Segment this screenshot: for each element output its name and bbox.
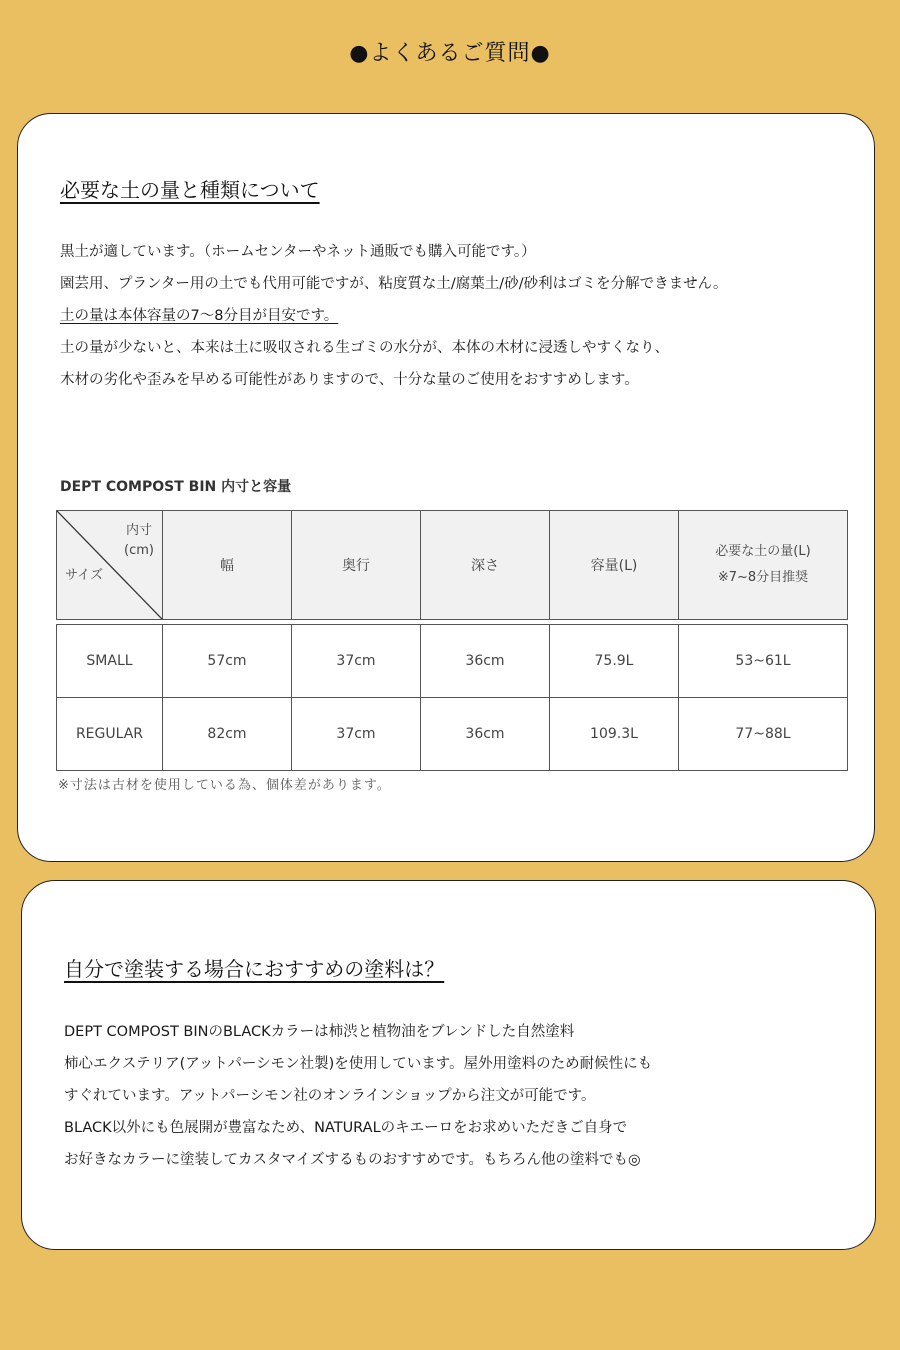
header-cell: 幅: [163, 511, 292, 620]
body-line: BLACK以外にも色展開が豊富なため、NATURALのキエーロをお求めいただきご自身で: [64, 1120, 628, 1136]
table-cell: 109.3L: [550, 698, 679, 771]
body-line: すぐれています。アットパーシモン社のオンラインショップから注文が可能です。: [64, 1088, 596, 1104]
header-cell: 深さ: [421, 511, 550, 620]
soil-section-title: 必要な土の量と種類について: [60, 178, 320, 202]
corner-bottom-label: サイズ: [65, 568, 103, 583]
body-line: 木材の劣化や歪みを早める可能性がありますので、十分な量のご使用をおすすめします。: [60, 372, 639, 388]
table-cell: 37cm: [292, 625, 421, 698]
body-line: お好きなカラーに塗装してカスタマイズするものおすすめです。もちろん他の塗料でも◎: [64, 1152, 641, 1168]
soil-header-label: 必要な土の量(L): [715, 544, 811, 559]
header-cell-soil: [679, 511, 848, 620]
header-cell: 容量(L): [550, 511, 679, 620]
paint-section-title: 自分で塗装する場合におすすめの塗料は？: [64, 957, 445, 981]
body-line: 園芸用、プランター用の土でも代用可能ですが、粘度質な土/腐葉土/砂/砂利はゴミを分解できません。: [60, 276, 728, 292]
table-note: ※寸法は古材を使用している為、個体差があります。: [58, 778, 391, 793]
table-header-row: [57, 511, 848, 620]
table-cell: 57cm: [163, 625, 292, 698]
table-cell: 36cm: [421, 625, 550, 698]
dimensions-table: [56, 510, 848, 771]
soil-header-note: ※7~8分目推奨: [717, 570, 809, 585]
body-line: 土の量が少ないと、本来は土に吸収される生ゴミの水分が、本体の木材に浸透しやすくなり、: [60, 340, 669, 356]
page-heading: ●よくあるご質問●: [349, 41, 551, 66]
body-line: 柿心エクステリア(アットパーシモン社製)を使用しています。屋外用塗料のため耐候性にも: [64, 1056, 653, 1072]
paint-section-body: [64, 1016, 652, 1176]
table-cell: REGULAR: [57, 698, 163, 771]
header-cell: 奥行: [292, 511, 421, 620]
table-cell: 75.9L: [550, 625, 679, 698]
table-cell: 53~61L: [679, 625, 848, 698]
table-cell: 37cm: [292, 698, 421, 771]
body-line: DEPT COMPOST BINのBLACKカラーは柿渋と植物油をブレンドした自然塗料: [64, 1024, 575, 1040]
table-cell: 36cm: [421, 698, 550, 771]
corner-top-label: 内寸: [126, 523, 153, 538]
soil-section-body: [60, 236, 727, 396]
body-line-emphasis: 土の量は本体容量の7～8分目が目安です。: [60, 308, 339, 324]
table-row: [57, 625, 848, 698]
corner-header-cell: [57, 511, 163, 620]
body-line: 黒土が適しています。（ホームセンターやネット通販でも購入可能です。）: [60, 244, 536, 260]
paint-faq-card: [21, 880, 876, 1250]
soil-faq-card: [17, 113, 875, 862]
table-cell: 77~88L: [679, 698, 848, 771]
table-cell: 82cm: [163, 698, 292, 771]
corner-top-unit: (cm): [124, 543, 154, 558]
table-row: [57, 698, 848, 771]
table-caption: DEPT COMPOST BIN 内寸と容量: [60, 479, 292, 495]
table-cell: SMALL: [57, 625, 163, 698]
